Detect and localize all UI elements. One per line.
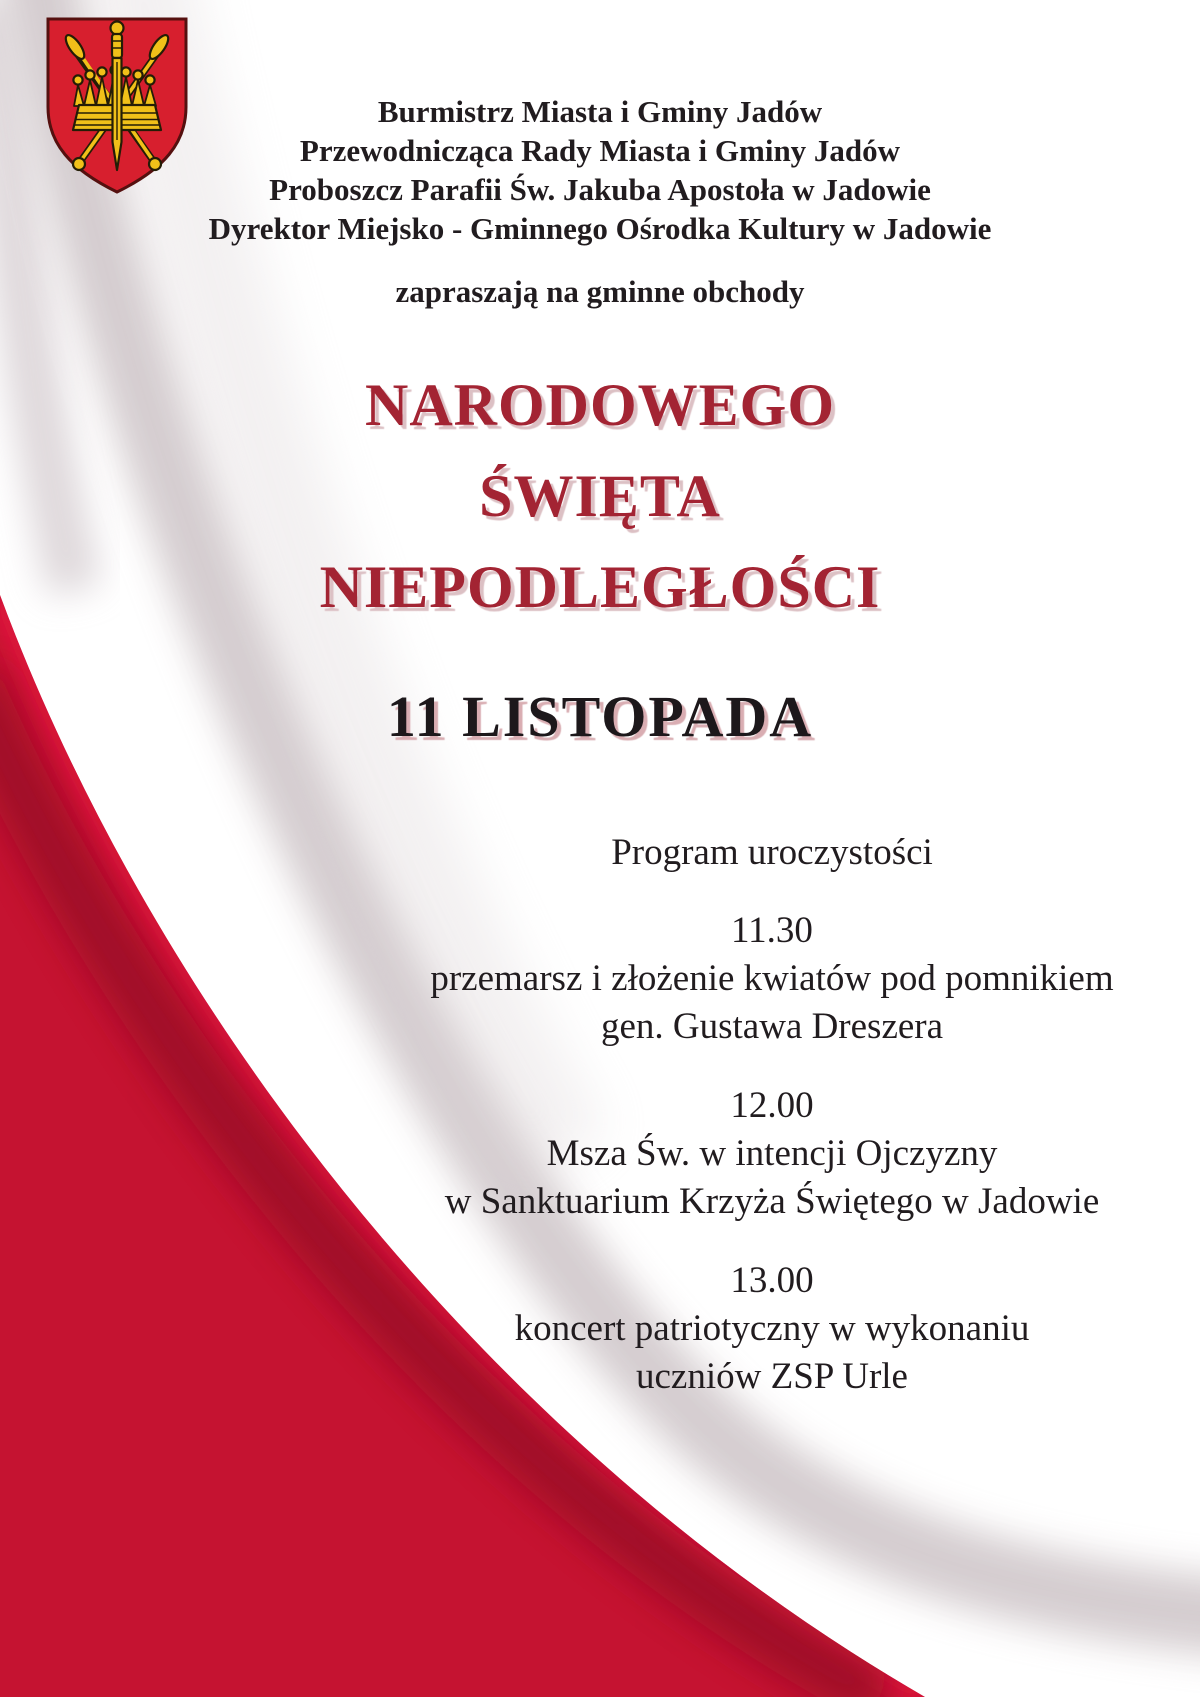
main-title xyxy=(0,360,1200,633)
main-title-line: NARODOWEGO xyxy=(364,372,836,438)
program-line: Msza Św. w intencji Ojczyzny xyxy=(546,1133,998,1174)
program-heading: Program uroczystości xyxy=(611,832,933,873)
program-line: koncert patriotyczny w wykonaniu xyxy=(514,1308,1030,1349)
program-time: 12.00 xyxy=(730,1085,814,1126)
program-item xyxy=(344,907,1200,1051)
program-item xyxy=(344,1082,1200,1226)
organizer-line: Burmistrz Miasta i Gminy Jadów xyxy=(377,94,823,129)
program-item xyxy=(344,1257,1200,1401)
main-title-line: NIEPODLEGŁOŚCI xyxy=(319,554,881,620)
program-line: uczniów ZSP Urle xyxy=(636,1356,908,1397)
program-line: gen. Gustawa Dreszera xyxy=(600,1006,944,1047)
organizer-line: Dyrektor Miejsko - Gminnego Ośrodka Kultury w Jadowie xyxy=(208,211,992,246)
date-title: 11 LISTOPADA xyxy=(386,684,814,749)
invitation-line: zapraszają na gminne obchody xyxy=(395,274,805,309)
organizers-block xyxy=(0,92,1200,248)
main-title-line: ŚWIĘTA xyxy=(479,463,721,529)
program-line: przemarsz i złożenie kwiatów pod pomnikiem xyxy=(430,958,1114,999)
organizer-line: Proboszcz Parafii Św. Jakuba Apostoła w Jadowie xyxy=(269,172,931,207)
program-list xyxy=(0,907,1200,1432)
organizer-line: Przewodnicząca Rady Miasta i Gminy Jadów xyxy=(299,133,901,168)
program-line: w Sanktuarium Krzyża Świętego w Jadowie xyxy=(444,1181,1100,1222)
program-time: 11.30 xyxy=(731,910,813,951)
program-time: 13.00 xyxy=(730,1260,814,1301)
